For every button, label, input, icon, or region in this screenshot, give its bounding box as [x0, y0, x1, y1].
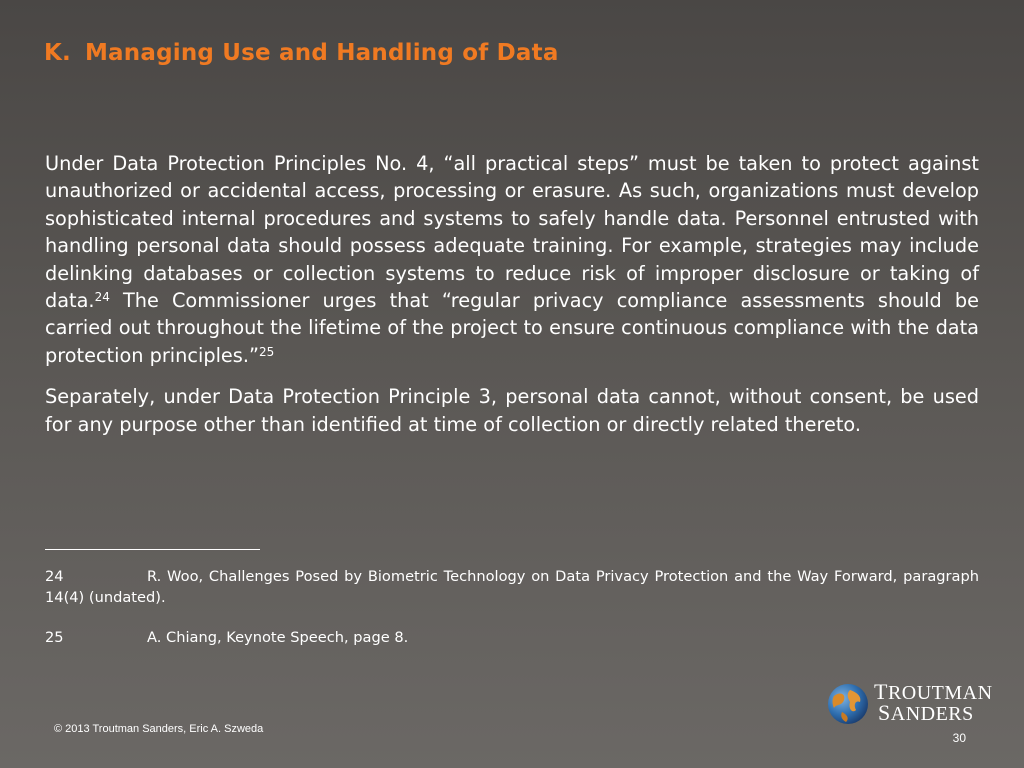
globe-icon: [826, 682, 870, 726]
logo-line-1: [874, 679, 993, 704]
title-text: Managing Use and Handling of Data: [84, 40, 559, 66]
footnote-number: 25: [45, 629, 64, 646]
footnote-item: [45, 627, 979, 648]
logo-initial-2: S: [878, 700, 891, 725]
logo-rest-2: ANDERS: [890, 703, 974, 725]
copyright-notice: © 2013 Troutman Sanders, Eric A. Szweda: [54, 723, 264, 735]
slide-body: [45, 150, 979, 452]
title-number: K.: [44, 40, 71, 66]
footnote-text: R. Woo, Challenges Posed by Biometric Technology on Data Privacy Protection and the Way Forward, paragraph 14(4) (undated).: [45, 568, 979, 606]
paragraph-1: [45, 150, 979, 369]
page-number: 30: [952, 731, 966, 745]
footnote-ref-24: 24: [94, 290, 110, 305]
footnote-ref-25: 25: [258, 344, 275, 359]
footnotes: [45, 566, 979, 667]
logo-initial-1: T: [874, 679, 888, 704]
footnote-divider: [45, 549, 260, 550]
paragraph-1-text-b: The Commissioner urges that “regular privacy compliance assessments should be carried out throughout the lifetime of the project to ensure continuous compliance with the data protection principles.”: [45, 289, 979, 367]
logo-line-2: [878, 700, 993, 725]
logo-wordmark: [874, 679, 993, 725]
slide-title: [44, 40, 559, 66]
logo-rest-1: ROUTMAN: [887, 682, 993, 704]
paragraph-2: Separately, under Data Protection Principle 3, personal data cannot, without consent, be used for any purpose other than identified at time of collection or directly related thereto.: [45, 385, 979, 436]
footnote-number: 24: [45, 568, 64, 585]
paragraph-1-text-a: Under Data Protection Principles No. 4, “all practical steps” must be taken to protect against unauthorized or accidental access, processing or erasure. As such, organizations must develop sophisticated internal procedures and systems to safely handle data. Personnel entrusted with handling personal data should possess adequate training. For example, strategies may include delinking databases or collection systems to reduce risk of improper disclosure or taking of data.: [45, 152, 979, 313]
footnote-item: [45, 566, 979, 608]
footnote-text: A. Chiang, Keynote Speech, page 8.: [147, 629, 409, 646]
